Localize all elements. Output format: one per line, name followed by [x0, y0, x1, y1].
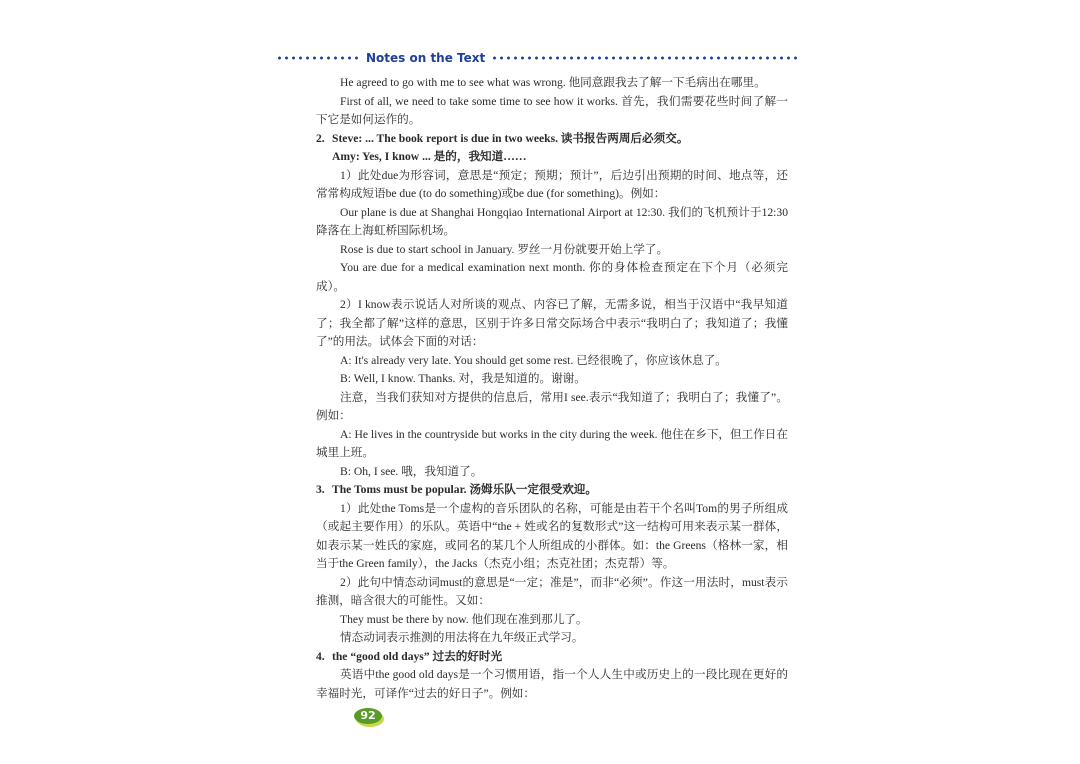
explanation: 2）I know表示说话人对所谈的观点、内容已了解，无需多说，相当于汉语中“我早知道了；我全都了解”这样的意思，区别于许多日常交际场合中表示“我明白了；我知道了；我懂了”的用法。试体会下面的对话：	[316, 298, 788, 348]
example-sentence: You are due for a medical examination next month. 你的身体检查预定在下个月（必须完成）。	[316, 261, 788, 293]
page-number: 92	[354, 708, 382, 724]
example-sentence: Our plane is due at Shanghai Hongqiao International Airport at 12:30. 我们的飞机预计于12:30降落在上海虹桥国际机场。	[316, 205, 788, 237]
note-number: 3.	[316, 483, 325, 496]
example-sentence: First of all, we need to take some time to see how it works. 首先，我们需要花些时间了解一下它是如何运作的。	[316, 94, 788, 126]
note-heading-text: the “good old days” 过去的好时光	[332, 649, 503, 663]
note-number: 4.	[316, 649, 325, 663]
note-2-heading	[316, 130, 788, 149]
explanation: 1）此处the Toms是一个虚构的音乐团队的名称，可能是由若干个名叫Tom的男子所组成（或起主要作用）的乐队。英语中“the + 姓或名的复数形式”这一结构可用来表示某一群体，如表示某一姓氏的家庭，或同名的某几个人所组成的小群体。如：the Greens（格林一家，相当于the Green family），the Jacks（杰克小组；杰克社团；杰克帮）等。	[316, 501, 788, 570]
dialogue-line: B: Oh, I see. 哦，我知道了。	[340, 464, 483, 478]
note-number: 2.	[316, 131, 325, 145]
example-sentence: He agreed to go with me to see what was wrong. 他同意跟我去了解一下毛病出在哪里。	[340, 76, 766, 89]
header-dots-right	[491, 56, 798, 60]
dialogue-line: A: It's already very late. You should get some rest. 已经很晚了，你应该休息了。	[340, 353, 727, 367]
example-sentence: They must be there by now. 他们现在准到那儿了。	[340, 612, 588, 626]
explanation: 注意，当我们获知对方提供的信息后，常用I see.表示“我知道了；我明白了；我懂了”。例如：	[316, 390, 788, 422]
dialogue-line: B: Well, I know. Thanks. 对，我是知道的。谢谢。	[340, 372, 586, 385]
page-body	[316, 74, 788, 703]
explanation: 1）此处due为形容词，意思是“预定；预期；预计”，后边引出预期的时间、地点等，还常常构成短语be due (to do something)或be due (for something)。例如：	[316, 168, 788, 200]
dialogue-line: A: He lives in the countryside but works in the city during the week. 他住在乡下，但工作日在城里上班。	[316, 427, 788, 459]
explanation: 2）此句中情态动词must的意思是“一定；准是”，而非“必须”。作这一用法时，must表示推测，暗含很大的可能性。又如：	[316, 575, 788, 607]
note-heading-text: Steve: ... The book report is due in two weeks. 读书报告两周后必须交。	[332, 131, 689, 145]
header-dots-left	[276, 56, 360, 60]
explanation: 英语中the good old days是一个习惯用语，指一个人人生中或历史上的一段比现在更好的幸福时光，可译作“过去的好日子”。例如：	[316, 668, 788, 700]
section-title: Notes on the Text	[366, 51, 486, 65]
note-heading-text: The Toms must be popular. 汤姆乐队一定很受欢迎。	[332, 483, 597, 496]
example-sentence: Rose is due to start school in January. 罗丝一月份就要开始上学了。	[340, 242, 669, 256]
explanation: 情态动词表示推测的用法将在九年级正式学习。	[340, 631, 584, 644]
note-3-heading	[316, 481, 788, 500]
note-4-heading	[316, 648, 788, 667]
note-2-subheading: Amy: Yes, I know ... 是的，我知道……	[332, 150, 527, 163]
section-header	[276, 50, 798, 66]
